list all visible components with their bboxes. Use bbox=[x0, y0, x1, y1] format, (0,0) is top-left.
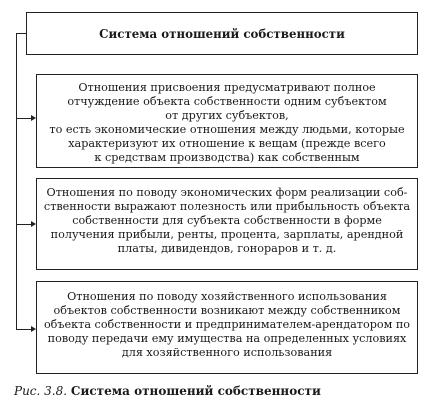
box-text-line: поводу передачи ему имущества на определенных условиях bbox=[47, 332, 407, 345]
box-text-line: Отношения по поводу хозяйственного использования bbox=[67, 290, 387, 303]
box-text-line: характеризуют их отношение к вещам (прежде всего bbox=[68, 137, 386, 150]
box-text-line: Отношения по поводу экономических форм реализации соб- bbox=[46, 186, 408, 199]
box-text-line: объекта собственности и предпринимателем-арендатором по bbox=[43, 318, 411, 331]
box-text-line: Отношения присвоения предусматривают полное bbox=[78, 81, 376, 94]
box-text-line: ственности выражают полезность или прибыльность объекта bbox=[43, 200, 411, 213]
connector-line-box-1 bbox=[16, 118, 32, 119]
box-text-line: платы, дивидендов, гонораров и т. д. bbox=[117, 242, 337, 255]
box-text-line: к средствам производства) как собственным bbox=[94, 151, 360, 164]
connector-line-box-3 bbox=[16, 329, 32, 330]
box-text-line: объектов собственности возникают между собственником bbox=[53, 304, 401, 317]
box-text-line: собственности для субъекта собственности в форме bbox=[72, 214, 382, 227]
figure-caption bbox=[14, 383, 418, 399]
box-text-line: от других субъектов, bbox=[165, 109, 289, 122]
box-text-line: отчуждение объекта собственности одним субъектом bbox=[67, 95, 387, 108]
box-text-line: то есть экономические отношения между людьми, которые bbox=[49, 123, 405, 136]
connector-line-box-2 bbox=[16, 224, 32, 225]
relation-box-economic-forms bbox=[36, 178, 418, 270]
diagram-title-box bbox=[26, 12, 418, 55]
box-text-line: для хозяйственного использования bbox=[121, 346, 333, 359]
figure-caption-label: Рис. 3.8. bbox=[14, 384, 68, 398]
box-text-line: получения прибыли, ренты, процента, зарплаты, арендной bbox=[50, 228, 404, 241]
figure-caption-title: Система отношений собственности bbox=[70, 384, 321, 398]
relation-box-economic-use bbox=[36, 281, 418, 374]
relation-box-appropriation bbox=[36, 74, 418, 168]
diagram-title: Система отношений собственности bbox=[99, 26, 345, 41]
connector-title-line bbox=[16, 33, 26, 34]
connector-vertical-line bbox=[16, 33, 17, 330]
